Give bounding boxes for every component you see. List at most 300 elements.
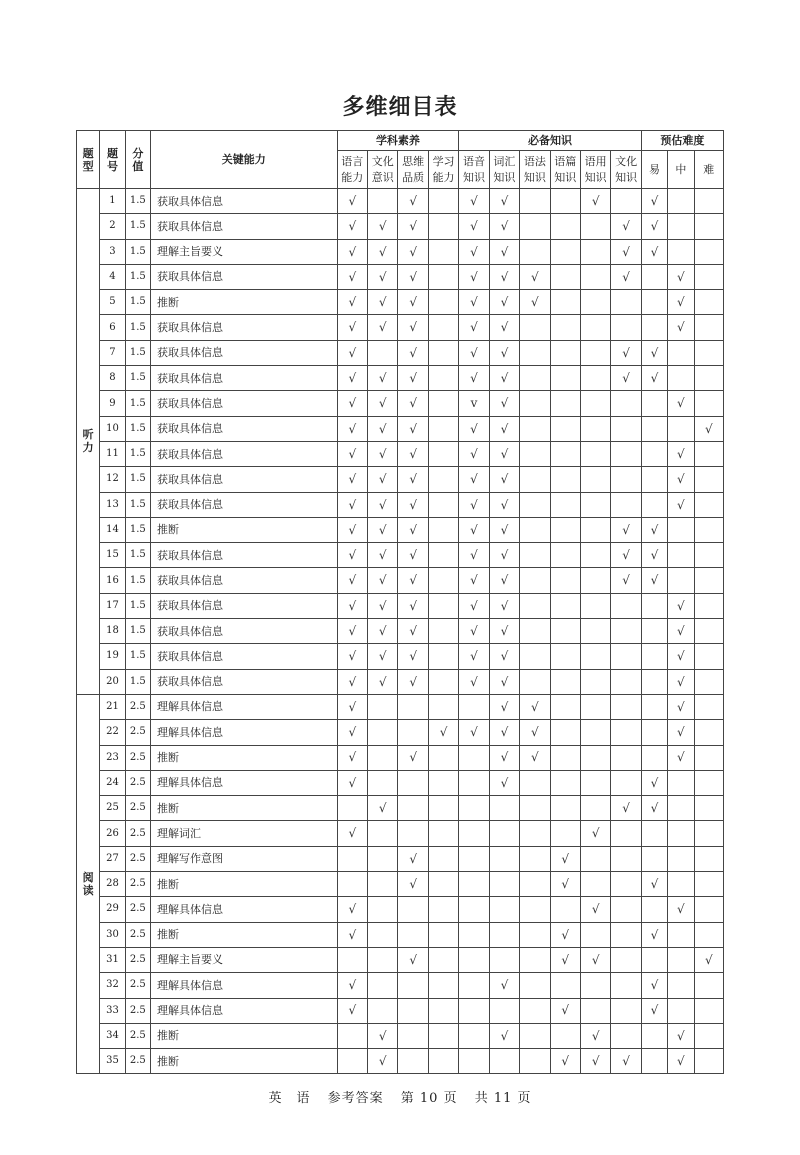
check-mark-cell bbox=[694, 770, 723, 795]
footer-page-number: 第 10 页 bbox=[400, 1091, 458, 1106]
check-mark-cell bbox=[550, 619, 580, 644]
check-mark-cell bbox=[668, 922, 694, 947]
check-mark-cell bbox=[520, 441, 550, 466]
check-mark-cell bbox=[337, 796, 367, 821]
check-mark-cell bbox=[398, 770, 428, 795]
check-mark-cell: √ bbox=[459, 593, 489, 618]
check-mark-cell bbox=[694, 214, 723, 239]
check-mark-cell: √ bbox=[337, 239, 367, 264]
question-number-cell: 5 bbox=[100, 290, 125, 315]
check-mark-cell: √ bbox=[398, 416, 428, 441]
score-cell: 2.5 bbox=[125, 846, 150, 871]
check-mark-cell: √ bbox=[459, 517, 489, 542]
check-mark-cell: √ bbox=[459, 214, 489, 239]
check-mark-cell: √ bbox=[337, 416, 367, 441]
check-mark-cell bbox=[580, 416, 610, 441]
check-mark-cell bbox=[611, 694, 641, 719]
check-mark-cell bbox=[641, 669, 667, 694]
check-mark-cell bbox=[668, 821, 694, 846]
check-mark-cell bbox=[580, 315, 610, 340]
check-mark-cell: √ bbox=[489, 492, 519, 517]
score-cell: 2.5 bbox=[125, 694, 150, 719]
header-thinking-quality: 思维 品质 bbox=[398, 151, 428, 189]
check-mark-cell bbox=[550, 897, 580, 922]
check-mark-cell bbox=[694, 441, 723, 466]
score-cell: 2.5 bbox=[125, 897, 150, 922]
check-mark-cell: √ bbox=[368, 1023, 398, 1048]
check-mark-cell: √ bbox=[641, 239, 667, 264]
check-mark-cell: √ bbox=[368, 543, 398, 568]
check-mark-cell bbox=[459, 872, 489, 897]
check-mark-cell: √ bbox=[368, 1049, 398, 1074]
check-mark-cell bbox=[520, 189, 550, 214]
check-mark-cell bbox=[489, 998, 519, 1023]
check-mark-cell bbox=[428, 973, 458, 998]
check-mark-cell: √ bbox=[668, 1049, 694, 1074]
check-mark-cell bbox=[694, 366, 723, 391]
check-mark-cell: √ bbox=[459, 366, 489, 391]
check-mark-cell bbox=[694, 492, 723, 517]
check-mark-cell: √ bbox=[694, 416, 723, 441]
check-mark-cell: √ bbox=[489, 290, 519, 315]
check-mark-cell: √ bbox=[398, 467, 428, 492]
table-row bbox=[77, 264, 724, 289]
check-mark-cell bbox=[641, 619, 667, 644]
check-mark-cell bbox=[668, 872, 694, 897]
check-mark-cell bbox=[611, 897, 641, 922]
check-mark-cell bbox=[520, 1023, 550, 1048]
ability-cell: 获取具体信息 bbox=[151, 644, 338, 669]
check-mark-cell bbox=[694, 720, 723, 745]
table-row bbox=[77, 189, 724, 214]
table-row bbox=[77, 593, 724, 618]
check-mark-cell: √ bbox=[641, 543, 667, 568]
check-mark-cell: √ bbox=[641, 517, 667, 542]
question-number-cell: 12 bbox=[100, 467, 125, 492]
check-mark-cell: √ bbox=[668, 720, 694, 745]
question-number-cell: 30 bbox=[100, 922, 125, 947]
check-mark-cell bbox=[550, 821, 580, 846]
check-mark-cell: √ bbox=[337, 720, 367, 745]
check-mark-cell bbox=[489, 872, 519, 897]
ability-cell: 获取具体信息 bbox=[151, 315, 338, 340]
check-mark-cell: √ bbox=[337, 517, 367, 542]
ability-cell: 理解具体信息 bbox=[151, 694, 338, 719]
check-mark-cell: √ bbox=[398, 543, 428, 568]
ability-cell: 获取具体信息 bbox=[151, 340, 338, 365]
check-mark-cell bbox=[641, 947, 667, 972]
check-mark-cell bbox=[694, 821, 723, 846]
score-cell: 1.5 bbox=[125, 593, 150, 618]
check-mark-cell bbox=[550, 973, 580, 998]
check-mark-cell bbox=[368, 189, 398, 214]
score-cell: 2.5 bbox=[125, 1023, 150, 1048]
check-mark-cell: √ bbox=[398, 593, 428, 618]
score-cell: 1.5 bbox=[125, 290, 150, 315]
check-mark-cell bbox=[694, 593, 723, 618]
check-mark-cell: √ bbox=[668, 1023, 694, 1048]
check-mark-cell: √ bbox=[611, 366, 641, 391]
ability-cell: 获取具体信息 bbox=[151, 568, 338, 593]
check-mark-cell bbox=[668, 973, 694, 998]
score-cell: 2.5 bbox=[125, 1049, 150, 1074]
check-mark-cell bbox=[520, 340, 550, 365]
question-number-cell: 22 bbox=[100, 720, 125, 745]
check-mark-cell: √ bbox=[641, 568, 667, 593]
check-mark-cell bbox=[459, 846, 489, 871]
check-mark-cell bbox=[459, 897, 489, 922]
check-mark-cell bbox=[520, 644, 550, 669]
check-mark-cell: √ bbox=[337, 441, 367, 466]
check-mark-cell: √ bbox=[550, 922, 580, 947]
check-mark-cell: √ bbox=[580, 1049, 610, 1074]
check-mark-cell: √ bbox=[337, 366, 367, 391]
check-mark-cell: √ bbox=[489, 517, 519, 542]
check-mark-cell bbox=[641, 315, 667, 340]
check-mark-cell: √ bbox=[520, 745, 550, 770]
check-mark-cell: √ bbox=[580, 1023, 610, 1048]
check-mark-cell: √ bbox=[398, 189, 428, 214]
check-mark-cell bbox=[580, 770, 610, 795]
check-mark-cell bbox=[550, 315, 580, 340]
score-cell: 1.5 bbox=[125, 340, 150, 365]
check-mark-cell bbox=[550, 694, 580, 719]
check-mark-cell: √ bbox=[337, 770, 367, 795]
check-mark-cell: √ bbox=[489, 1023, 519, 1048]
table-row bbox=[77, 720, 724, 745]
check-mark-cell: √ bbox=[668, 391, 694, 416]
check-mark-cell bbox=[428, 770, 458, 795]
check-mark-cell: √ bbox=[368, 619, 398, 644]
check-mark-cell bbox=[641, 416, 667, 441]
check-mark-cell: √ bbox=[337, 593, 367, 618]
header-medium: 中 bbox=[668, 151, 694, 189]
check-mark-cell bbox=[611, 416, 641, 441]
check-mark-cell: √ bbox=[368, 796, 398, 821]
check-mark-cell: √ bbox=[580, 947, 610, 972]
check-mark-cell bbox=[520, 821, 550, 846]
check-mark-cell: √ bbox=[368, 517, 398, 542]
question-number-cell: 29 bbox=[100, 897, 125, 922]
check-mark-cell: √ bbox=[459, 441, 489, 466]
check-mark-cell bbox=[611, 189, 641, 214]
check-mark-cell bbox=[428, 492, 458, 517]
question-number-cell: 23 bbox=[100, 745, 125, 770]
table-row bbox=[77, 391, 724, 416]
check-mark-cell: √ bbox=[641, 770, 667, 795]
check-mark-cell bbox=[694, 543, 723, 568]
header-cultural-awareness: 文化 意识 bbox=[368, 151, 398, 189]
ability-cell: 获取具体信息 bbox=[151, 416, 338, 441]
check-mark-cell bbox=[641, 593, 667, 618]
score-cell: 1.5 bbox=[125, 315, 150, 340]
check-mark-cell: √ bbox=[337, 290, 367, 315]
check-mark-cell bbox=[398, 922, 428, 947]
ability-cell: 推断 bbox=[151, 1049, 338, 1074]
check-mark-cell: √ bbox=[520, 264, 550, 289]
footer-total-pages: 共 11 页 bbox=[474, 1091, 532, 1106]
question-number-cell: 27 bbox=[100, 846, 125, 871]
check-mark-cell bbox=[428, 644, 458, 669]
check-mark-cell: √ bbox=[489, 366, 519, 391]
check-mark-cell bbox=[580, 998, 610, 1023]
check-mark-cell: √ bbox=[550, 998, 580, 1023]
question-number-cell: 25 bbox=[100, 796, 125, 821]
table-row bbox=[77, 669, 724, 694]
table-body bbox=[77, 189, 724, 1074]
ability-cell: 推断 bbox=[151, 796, 338, 821]
table-row bbox=[77, 922, 724, 947]
check-mark-cell: √ bbox=[641, 214, 667, 239]
check-mark-cell: √ bbox=[489, 543, 519, 568]
check-mark-cell bbox=[694, 973, 723, 998]
table-row bbox=[77, 947, 724, 972]
check-mark-cell bbox=[550, 189, 580, 214]
check-mark-cell bbox=[694, 619, 723, 644]
check-mark-cell bbox=[550, 796, 580, 821]
check-mark-cell bbox=[550, 492, 580, 517]
check-mark-cell bbox=[580, 214, 610, 239]
check-mark-cell bbox=[428, 568, 458, 593]
check-mark-cell bbox=[550, 340, 580, 365]
check-mark-cell: √ bbox=[668, 264, 694, 289]
check-mark-cell bbox=[337, 947, 367, 972]
check-mark-cell bbox=[489, 796, 519, 821]
check-mark-cell bbox=[368, 846, 398, 871]
check-mark-cell bbox=[550, 290, 580, 315]
check-mark-cell bbox=[550, 770, 580, 795]
table-row bbox=[77, 568, 724, 593]
check-mark-cell bbox=[489, 846, 519, 871]
check-mark-cell bbox=[668, 543, 694, 568]
check-mark-cell: √ bbox=[489, 315, 519, 340]
check-mark-cell bbox=[641, 694, 667, 719]
check-mark-cell: √ bbox=[368, 669, 398, 694]
check-mark-cell bbox=[368, 340, 398, 365]
score-cell: 2.5 bbox=[125, 720, 150, 745]
check-mark-cell: √ bbox=[489, 441, 519, 466]
check-mark-cell bbox=[611, 619, 641, 644]
check-mark-cell bbox=[550, 517, 580, 542]
check-mark-cell bbox=[694, 846, 723, 871]
category-cell: 听 力 bbox=[77, 189, 100, 695]
table-row bbox=[77, 290, 724, 315]
check-mark-cell bbox=[611, 846, 641, 871]
check-mark-cell: √ bbox=[611, 796, 641, 821]
question-number-cell: 15 bbox=[100, 543, 125, 568]
score-cell: 1.5 bbox=[125, 391, 150, 416]
ability-cell: 理解具体信息 bbox=[151, 998, 338, 1023]
check-mark-cell bbox=[520, 366, 550, 391]
check-mark-cell bbox=[641, 644, 667, 669]
check-mark-cell bbox=[694, 669, 723, 694]
check-mark-cell bbox=[550, 214, 580, 239]
check-mark-cell bbox=[641, 1023, 667, 1048]
check-mark-cell bbox=[694, 1023, 723, 1048]
check-mark-cell: √ bbox=[489, 467, 519, 492]
check-mark-cell: √ bbox=[337, 644, 367, 669]
ability-cell: 推断 bbox=[151, 922, 338, 947]
check-mark-cell bbox=[368, 897, 398, 922]
check-mark-cell bbox=[611, 1023, 641, 1048]
score-cell: 1.5 bbox=[125, 441, 150, 466]
check-mark-cell: √ bbox=[459, 264, 489, 289]
check-mark-cell bbox=[428, 315, 458, 340]
check-mark-cell: √ bbox=[337, 694, 367, 719]
check-mark-cell bbox=[580, 441, 610, 466]
ability-cell: 获取具体信息 bbox=[151, 391, 338, 416]
check-mark-cell: √ bbox=[337, 821, 367, 846]
header-group-literacy: 学科素养 bbox=[337, 131, 459, 151]
check-mark-cell: √ bbox=[459, 239, 489, 264]
header-grammar-knowledge: 语法 知识 bbox=[520, 151, 550, 189]
check-mark-cell bbox=[520, 239, 550, 264]
check-mark-cell bbox=[459, 745, 489, 770]
header-pragmatics-knowledge: 语用 知识 bbox=[580, 151, 610, 189]
check-mark-cell: √ bbox=[368, 315, 398, 340]
ability-cell: 理解具体信息 bbox=[151, 720, 338, 745]
check-mark-cell bbox=[550, 264, 580, 289]
check-mark-cell: √ bbox=[337, 214, 367, 239]
check-mark-cell: √ bbox=[489, 694, 519, 719]
check-mark-cell bbox=[520, 568, 550, 593]
check-mark-cell bbox=[641, 821, 667, 846]
check-mark-cell bbox=[641, 264, 667, 289]
check-mark-cell bbox=[580, 796, 610, 821]
table-row bbox=[77, 770, 724, 795]
check-mark-cell: √ bbox=[398, 315, 428, 340]
score-cell: 2.5 bbox=[125, 998, 150, 1023]
check-mark-cell: √ bbox=[611, 239, 641, 264]
check-mark-cell bbox=[611, 644, 641, 669]
check-mark-cell bbox=[580, 669, 610, 694]
check-mark-cell bbox=[428, 189, 458, 214]
check-mark-cell: √ bbox=[398, 846, 428, 871]
check-mark-cell: √ bbox=[337, 998, 367, 1023]
ability-cell: 理解具体信息 bbox=[151, 770, 338, 795]
check-mark-cell bbox=[459, 796, 489, 821]
table-row bbox=[77, 366, 724, 391]
check-mark-cell bbox=[428, 214, 458, 239]
check-mark-cell bbox=[580, 922, 610, 947]
question-number-cell: 16 bbox=[100, 568, 125, 593]
ability-cell: 推断 bbox=[151, 872, 338, 897]
question-number-cell: 6 bbox=[100, 315, 125, 340]
ability-cell: 获取具体信息 bbox=[151, 214, 338, 239]
question-number-cell: 34 bbox=[100, 1023, 125, 1048]
check-mark-cell bbox=[428, 998, 458, 1023]
check-mark-cell: √ bbox=[641, 922, 667, 947]
check-mark-cell: √ bbox=[398, 441, 428, 466]
check-mark-cell bbox=[520, 973, 550, 998]
ability-cell: 获取具体信息 bbox=[151, 441, 338, 466]
question-number-cell: 9 bbox=[100, 391, 125, 416]
check-mark-cell: √ bbox=[580, 821, 610, 846]
score-cell: 1.5 bbox=[125, 239, 150, 264]
header-question-number: 题 号 bbox=[100, 131, 125, 189]
check-mark-cell: √ bbox=[489, 644, 519, 669]
check-mark-cell bbox=[694, 694, 723, 719]
check-mark-cell: √ bbox=[337, 492, 367, 517]
check-mark-cell bbox=[398, 821, 428, 846]
check-mark-cell bbox=[428, 290, 458, 315]
table-row bbox=[77, 492, 724, 517]
check-mark-cell: √ bbox=[489, 568, 519, 593]
ability-cell: 获取具体信息 bbox=[151, 492, 338, 517]
check-mark-cell: √ bbox=[611, 568, 641, 593]
check-mark-cell: √ bbox=[459, 340, 489, 365]
check-mark-cell bbox=[550, 467, 580, 492]
check-mark-cell: √ bbox=[368, 391, 398, 416]
check-mark-cell bbox=[337, 1023, 367, 1048]
check-mark-cell: √ bbox=[459, 619, 489, 644]
check-mark-cell bbox=[694, 922, 723, 947]
check-mark-cell: √ bbox=[368, 644, 398, 669]
ability-cell: 理解主旨要义 bbox=[151, 947, 338, 972]
check-mark-cell: √ bbox=[459, 416, 489, 441]
check-mark-cell bbox=[520, 669, 550, 694]
check-mark-cell bbox=[580, 593, 610, 618]
check-mark-cell bbox=[694, 467, 723, 492]
ability-cell: 推断 bbox=[151, 745, 338, 770]
question-number-cell: 2 bbox=[100, 214, 125, 239]
check-mark-cell bbox=[694, 264, 723, 289]
check-mark-cell bbox=[694, 872, 723, 897]
footer-answer-label: 参考答案 bbox=[327, 1091, 384, 1106]
ability-cell: 获取具体信息 bbox=[151, 543, 338, 568]
score-cell: 2.5 bbox=[125, 947, 150, 972]
score-cell: 1.5 bbox=[125, 214, 150, 239]
check-mark-cell: √ bbox=[489, 973, 519, 998]
check-mark-cell bbox=[368, 872, 398, 897]
check-mark-cell bbox=[428, 947, 458, 972]
table-row bbox=[77, 872, 724, 897]
check-mark-cell bbox=[694, 189, 723, 214]
check-mark-cell: √ bbox=[368, 467, 398, 492]
check-mark-cell bbox=[641, 846, 667, 871]
check-mark-cell bbox=[520, 846, 550, 871]
check-mark-cell: √ bbox=[641, 796, 667, 821]
check-mark-cell bbox=[428, 593, 458, 618]
category-cell: 阅 读 bbox=[77, 694, 100, 1073]
check-mark-cell: √ bbox=[641, 973, 667, 998]
check-mark-cell bbox=[611, 947, 641, 972]
check-mark-cell: √ bbox=[489, 264, 519, 289]
table-row bbox=[77, 973, 724, 998]
header-question-type: 题 型 bbox=[77, 131, 100, 189]
check-mark-cell bbox=[668, 998, 694, 1023]
check-mark-cell: √ bbox=[398, 340, 428, 365]
check-mark-cell: √ bbox=[398, 947, 428, 972]
check-mark-cell: √ bbox=[459, 543, 489, 568]
header-score: 分 值 bbox=[125, 131, 150, 189]
question-number-cell: 21 bbox=[100, 694, 125, 719]
check-mark-cell bbox=[550, 416, 580, 441]
check-mark-cell bbox=[428, 467, 458, 492]
page-footer bbox=[0, 1087, 800, 1106]
check-mark-cell bbox=[694, 517, 723, 542]
check-mark-cell: √ bbox=[398, 492, 428, 517]
check-mark-cell bbox=[428, 416, 458, 441]
score-cell: 2.5 bbox=[125, 770, 150, 795]
check-mark-cell bbox=[550, 568, 580, 593]
check-mark-cell: √ bbox=[489, 770, 519, 795]
check-mark-cell: √ bbox=[398, 568, 428, 593]
table-row bbox=[77, 694, 724, 719]
check-mark-cell: √ bbox=[611, 264, 641, 289]
check-mark-cell bbox=[694, 315, 723, 340]
check-mark-cell bbox=[428, 745, 458, 770]
